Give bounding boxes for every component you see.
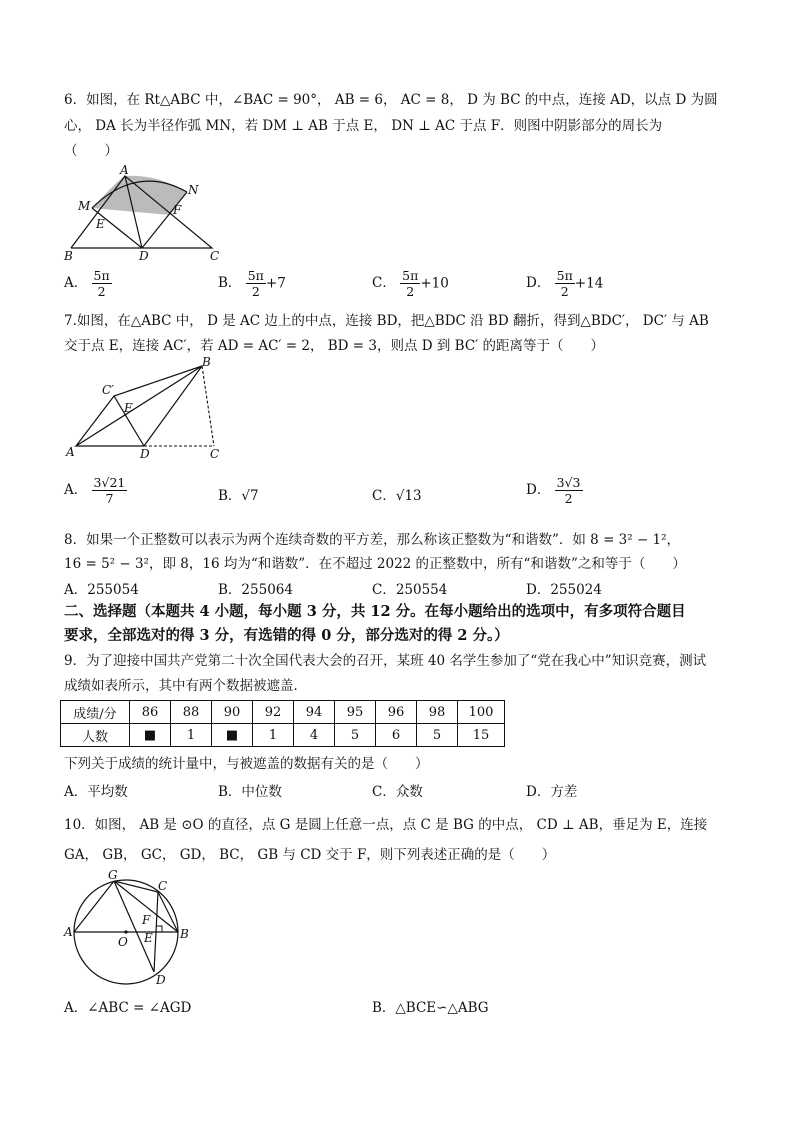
q7-label: A (66, 445, 75, 459)
q6-label: F (173, 203, 182, 217)
q7-option-d[interactable]: D． $\frac{3√3}{2}$ (526, 475, 581, 506)
q10-text-line2: GA， GB， GC， GD， BC， GB 与 CD 交于 F，则下列表述正确的是（ ） (64, 847, 556, 863)
section2-heading-line2: 要求，全部选对的得 3 分，有选错的得 0 分，部分选对的得 2 分。） (64, 627, 509, 644)
q7-label: B (202, 356, 211, 369)
table-cell: 1 (253, 724, 294, 747)
table-cell: 90 (212, 701, 253, 724)
table-cell: 6 (376, 724, 417, 747)
q6-label: M (78, 199, 91, 213)
table-cell: 98 (417, 701, 458, 724)
table-cell: 4 (294, 724, 335, 747)
table-cell: 1 (171, 724, 212, 747)
q7-label: C (210, 447, 220, 460)
table-cell: 88 (171, 701, 212, 724)
q10-label: D (156, 973, 166, 987)
q10-text-line1: 10．如图， AB 是 ⊙O 的直径，点 G 是圆上任意一点，点 C 是 BG 的中点， CD ⊥ AB，垂足为 E，连接 (64, 817, 708, 833)
q8-option-a[interactable]: A．255054 (64, 582, 139, 598)
q10-label: C (158, 879, 168, 893)
q7-option-b[interactable]: B．√7 (218, 488, 259, 504)
table-cell: 96 (376, 701, 417, 724)
table-cell: 成绩/分 (61, 701, 130, 724)
q6-label: C (210, 249, 220, 263)
q9-option-d[interactable]: D．方差 (526, 784, 578, 800)
q8-option-c[interactable]: C．250554 (372, 582, 448, 598)
q8-text-line1: 8．如果一个正整数可以表示为两个连续奇数的平方差，那么称该正整数为“和谐数”．如 8 = 3² − 1²， (64, 532, 681, 548)
q10-label: B (180, 927, 189, 941)
q6-option-d[interactable]: D． $\frac{5\pi}{2}$ +14 (526, 268, 604, 299)
q10-label: O (118, 935, 128, 949)
q7-option-a[interactable]: A． $\frac{3√21}{7}$ (64, 475, 126, 506)
q8-text-line2: 16 = 5² − 3²，即 8，16 均为“和谐数”．在不超过 2022 的正整数中，所有“和谐数”之和等于（ ） (64, 556, 686, 572)
q6-text-line2: 心， DA 长为半径作弧 MN，若 DM ⊥ AB 于点 E， DN ⊥ AC 于点 F．则图中阴影部分的周长为 (64, 118, 663, 134)
q6-label: B (64, 249, 73, 263)
table-cell: 人数 (61, 724, 130, 747)
q10-label: A (64, 925, 73, 939)
q7-option-c[interactable]: C．√13 (372, 488, 422, 504)
table-cell: 92 (253, 701, 294, 724)
q9-option-b[interactable]: B．中位数 (218, 784, 282, 800)
q9-score-table (60, 700, 505, 747)
q7-label: C′ (102, 383, 114, 397)
q6-figure (62, 164, 232, 264)
q7-text-line2: 交于点 E，连接 AC′，若 AD = AC′ = 2， BD = 3，则点 D 到 BC′ 的距离等于（ ） (64, 338, 605, 354)
q6-label: A (120, 164, 129, 177)
q9-option-a[interactable]: A．平均数 (64, 784, 128, 800)
table-cell: 95 (335, 701, 376, 724)
q10-option-b[interactable]: B．△BCE∽△ABG (372, 1000, 489, 1016)
q10-figure (62, 868, 196, 988)
q9-text-line2: 成绩如表所示，其中有两个数据被遮盖． (64, 678, 307, 694)
q7-figure (62, 356, 232, 460)
table-cell: 15 (458, 724, 505, 747)
table-cell: ■ (212, 724, 253, 747)
q6-text-line1: 6．如图，在 Rt△ABC 中，∠BAC = 90°， AB = 6， AC = 8， D 为 BC 的中点，连接 AD，以点 D 为圆 (64, 92, 718, 108)
q7-triangle-abc (76, 366, 202, 446)
table-row (61, 724, 505, 747)
table-cell: 5 (335, 724, 376, 747)
q6-option-a[interactable]: A． $\frac{5\pi}{2}$ (64, 268, 110, 299)
table-cell: 86 (130, 701, 171, 724)
q6-label: D (139, 249, 149, 263)
q6-option-c[interactable]: C． $\frac{5\pi}{2}$ +10 (372, 268, 449, 299)
section2-heading-line1: 二、选择题（本题共 4 小题，每小题 3 分，共 12 分。在每小题给出的选项中，有多项符合题目 (64, 603, 686, 620)
q6-label: N (188, 183, 199, 197)
q7-label: E (124, 401, 133, 415)
table-cell: 94 (294, 701, 335, 724)
table-cell: 5 (417, 724, 458, 747)
q6-label: E (96, 217, 105, 231)
q9-text-line3: 下列关于成绩的统计量中，与被遮盖的数据有关的是（ ） (64, 756, 429, 772)
q10-label: F (142, 913, 151, 927)
q9-text-line1: 9．为了迎接中国共产党第二十次全国代表大会的召开，某班 40 名学生参加了“党在我心中”知识竞赛，测试 (64, 653, 707, 669)
q10-label: G (108, 868, 118, 882)
table-row (61, 701, 505, 724)
q10-label: E (144, 931, 153, 945)
table-cell: ■ (130, 724, 171, 747)
q9-option-c[interactable]: C．众数 (372, 784, 423, 800)
q8-option-b[interactable]: B．255064 (218, 582, 293, 598)
q7-label: D (140, 447, 150, 460)
q6-option-b[interactable]: B． $\frac{5\pi}{2}$ +7 (218, 268, 286, 299)
q7-text-line1: 7.如图，在△ABC 中， D 是 AC 边上的中点，连接 BD，把△BDC 沿 BD 翻折，得到△BDC′， DC′ 与 AB (64, 313, 709, 329)
q6-text-line3: （ ） (64, 143, 118, 159)
table-cell: 100 (458, 701, 505, 724)
q8-option-d[interactable]: D．255024 (526, 582, 602, 598)
q10-option-a[interactable]: A．∠ABC = ∠AGD (64, 1000, 192, 1016)
